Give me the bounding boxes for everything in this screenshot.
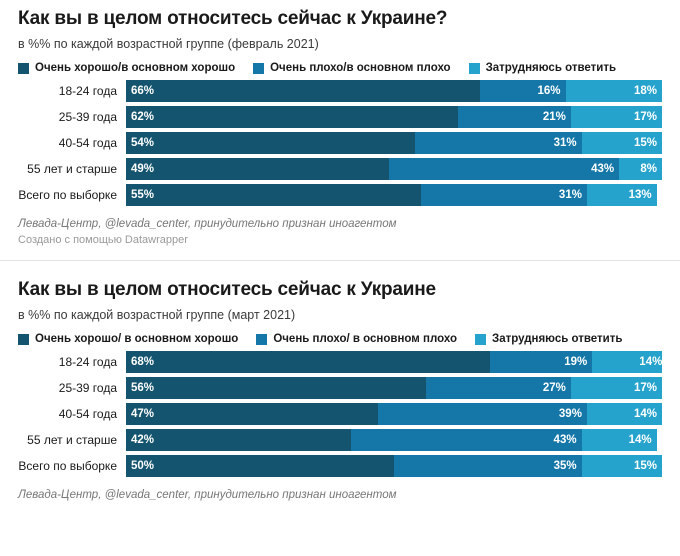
legend-label: Затрудняюсь ответить <box>485 62 617 74</box>
bar-value-label: 43% <box>553 434 577 446</box>
bar-segment-negative[interactable] <box>415 132 581 154</box>
credit-note: Создано с помощью Datawrapper <box>18 234 188 246</box>
legend-label: Очень плохо/в основном плохо <box>270 62 451 74</box>
bar-row <box>18 80 662 102</box>
chart-footer <box>18 218 662 246</box>
bar-value-label: 39% <box>558 408 582 420</box>
legend-item-undecided[interactable] <box>475 333 622 345</box>
legend-swatch-icon <box>256 334 267 345</box>
bar-track <box>126 184 662 206</box>
chart-block-february <box>0 0 680 246</box>
row-label: 40-54 года <box>58 407 117 421</box>
bar-row <box>18 184 662 206</box>
bar-value-label: 14% <box>633 408 657 420</box>
bar-row <box>18 351 662 373</box>
chart-legend <box>18 333 662 345</box>
bar-track <box>126 132 662 154</box>
bar-value-label: 8% <box>640 163 657 175</box>
legend-swatch-icon <box>18 334 29 345</box>
bar-value-label: 35% <box>553 460 577 472</box>
bar-track <box>126 403 662 425</box>
bar-value-label: 47% <box>131 408 155 420</box>
bar-value-label: 66% <box>131 85 155 97</box>
legend-label: Очень хорошо/ в основном хорошо <box>35 333 239 345</box>
chart-rows <box>18 80 662 206</box>
bar-segment-negative[interactable] <box>389 158 619 180</box>
bar-segment-undecided[interactable] <box>566 80 662 102</box>
chart-rows <box>18 351 662 477</box>
chart-subtitle: в %% по каждой возрастной группе (февраль 2021) <box>18 37 319 51</box>
legend-item-negative[interactable] <box>253 62 450 74</box>
bar-track <box>126 106 662 128</box>
bar-value-label: 18% <box>633 85 657 97</box>
bar-row <box>18 403 662 425</box>
bar-value-label: 42% <box>131 434 155 446</box>
bar-row <box>18 455 662 477</box>
bar-segment-positive[interactable] <box>126 403 378 425</box>
bar-value-label: 31% <box>558 189 582 201</box>
bar-value-label: 19% <box>564 356 588 368</box>
bar-row <box>18 429 662 451</box>
row-label: Всего по выборке <box>18 188 117 202</box>
bar-value-label: 14% <box>639 356 662 368</box>
bar-value-label: 21% <box>542 111 566 123</box>
bar-value-label: 17% <box>633 382 657 394</box>
bar-track <box>126 429 662 451</box>
row-label: 40-54 года <box>58 136 117 150</box>
page-title-secondary: Как вы в целом относитесь сейчас к Украине <box>18 279 436 300</box>
bar-segment-negative[interactable] <box>426 377 571 399</box>
bar-segment-negative[interactable] <box>458 106 571 128</box>
bar-segment-negative[interactable] <box>378 403 587 425</box>
bar-segment-positive[interactable] <box>126 455 394 477</box>
bar-row <box>18 106 662 128</box>
bar-segment-positive[interactable] <box>126 158 389 180</box>
bar-row <box>18 158 662 180</box>
bar-value-label: 68% <box>131 356 155 368</box>
bar-value-label: 56% <box>131 382 155 394</box>
bar-value-label: 14% <box>628 434 652 446</box>
bar-value-label: 13% <box>628 189 652 201</box>
row-label: 18-24 года <box>58 84 117 98</box>
bar-segment-positive[interactable] <box>126 377 426 399</box>
legend-item-positive[interactable] <box>18 333 238 345</box>
bar-segment-undecided[interactable] <box>582 132 662 154</box>
source-note: Левада-Центр, @levada_center, принудительно признан иноагентом <box>18 218 397 230</box>
legend-swatch-icon <box>475 334 486 345</box>
row-label: Всего по выборке <box>18 459 117 473</box>
bar-segment-undecided[interactable] <box>582 455 662 477</box>
bar-value-label: 54% <box>131 137 155 149</box>
bar-track <box>126 158 662 180</box>
bar-track <box>126 455 662 477</box>
row-label: 18-24 года <box>58 355 117 369</box>
legend-swatch-icon <box>18 63 29 74</box>
chart-footer <box>18 489 662 501</box>
bar-segment-positive[interactable] <box>126 351 490 373</box>
legend-label: Очень хорошо/в основном хорошо <box>35 62 236 74</box>
bar-segment-negative[interactable] <box>351 429 581 451</box>
legend-swatch-icon <box>469 63 480 74</box>
bar-segment-undecided[interactable] <box>592 351 662 373</box>
bar-track <box>126 351 662 373</box>
legend-item-undecided[interactable] <box>469 62 616 74</box>
bar-segment-positive[interactable] <box>126 184 421 206</box>
row-label: 55 лет и старше <box>27 433 117 447</box>
chart-subtitle: в %% по каждой возрастной группе (март 2021) <box>18 308 296 322</box>
bar-segment-undecided[interactable] <box>582 429 657 451</box>
row-label: 25-39 года <box>58 381 117 395</box>
bar-segment-negative[interactable] <box>480 80 566 102</box>
bar-value-label: 50% <box>131 460 155 472</box>
bar-segment-undecided[interactable] <box>571 106 662 128</box>
row-label: 25-39 года <box>58 110 117 124</box>
bar-value-label: 15% <box>633 460 657 472</box>
bar-track <box>126 80 662 102</box>
bar-segment-positive[interactable] <box>126 80 480 102</box>
bar-value-label: 43% <box>591 163 615 175</box>
bar-segment-undecided[interactable] <box>571 377 662 399</box>
bar-row <box>18 132 662 154</box>
legend-item-negative[interactable] <box>256 333 457 345</box>
bar-track <box>126 377 662 399</box>
bar-segment-undecided[interactable] <box>619 158 662 180</box>
bar-value-label: 49% <box>131 163 155 175</box>
bar-segment-positive[interactable] <box>126 132 415 154</box>
bar-segment-negative[interactable] <box>421 184 587 206</box>
bar-segment-negative[interactable] <box>394 455 582 477</box>
bar-value-label: 16% <box>537 85 561 97</box>
bar-value-label: 27% <box>542 382 566 394</box>
source-note: Левада-Центр, @levada_center, принудительно признан иноагентом <box>18 489 397 501</box>
row-label: 55 лет и старше <box>27 162 117 176</box>
bar-value-label: 17% <box>633 111 657 123</box>
bar-value-label: 55% <box>131 189 155 201</box>
bar-value-label: 62% <box>131 111 155 123</box>
page-title: Как вы в целом относитесь сейчас к Украине? <box>18 8 448 29</box>
bar-row <box>18 377 662 399</box>
bar-segment-undecided[interactable] <box>587 403 662 425</box>
legend-item-positive[interactable] <box>18 62 235 74</box>
bar-segment-undecided[interactable] <box>587 184 657 206</box>
bar-value-label: 15% <box>633 137 657 149</box>
legend-label: Затрудняюсь ответить <box>491 333 623 345</box>
bar-value-label: 31% <box>553 137 577 149</box>
bar-segment-positive[interactable] <box>126 429 351 451</box>
bar-segment-positive[interactable] <box>126 106 458 128</box>
legend-swatch-icon <box>253 63 264 74</box>
chart-legend <box>18 62 662 74</box>
legend-label: Очень плохо/ в основном плохо <box>273 333 457 345</box>
bar-segment-negative[interactable] <box>490 351 592 373</box>
chart-block-march <box>0 261 680 501</box>
